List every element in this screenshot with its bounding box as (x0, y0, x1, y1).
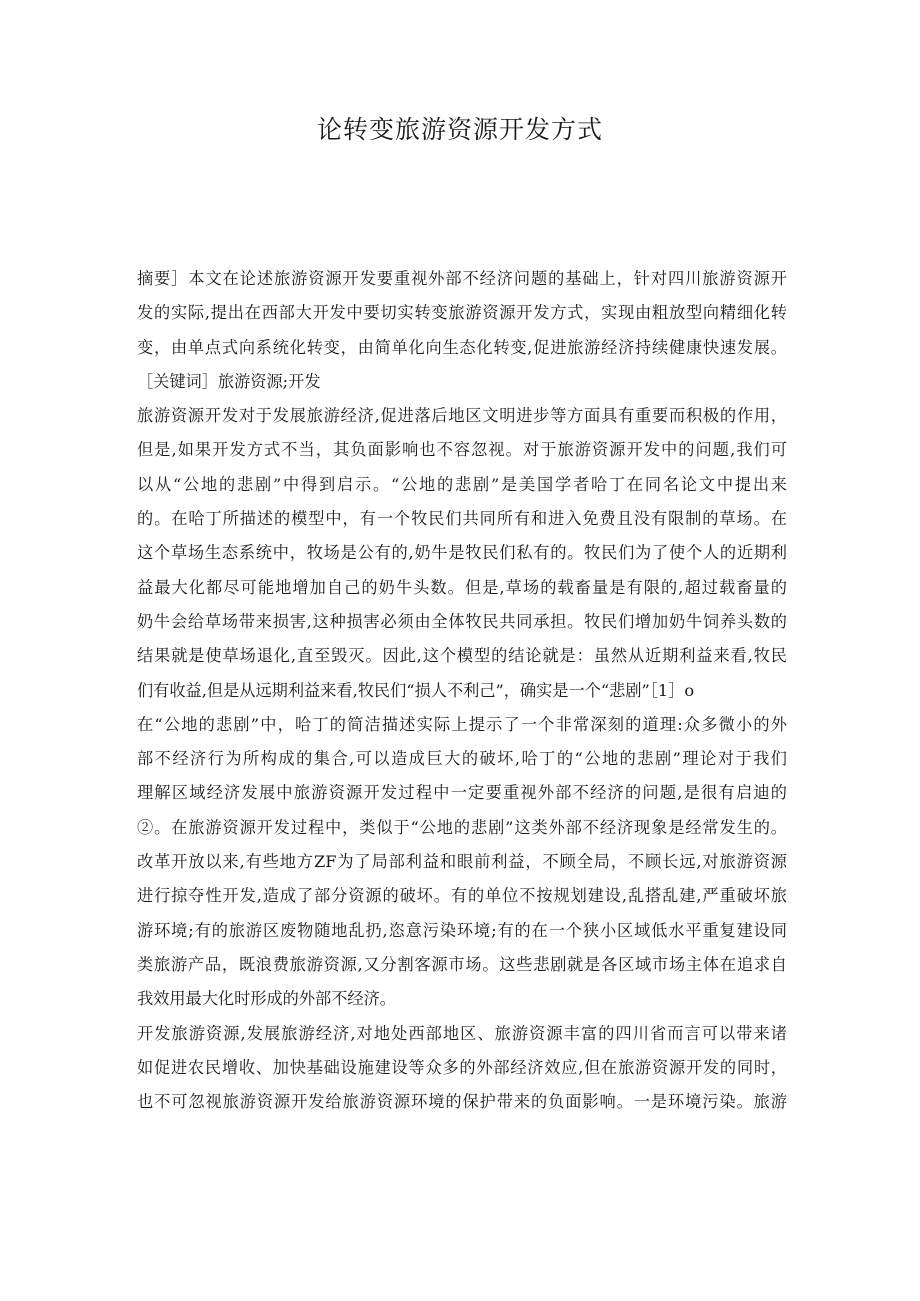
text-line: 益最大化都尽可能地增加自己的奶牛头数。但是,草场的载畜量是有限的,超过载畜量的 (137, 577, 787, 597)
text-line: ②。在旅游资源开发过程中，类似于“公地的悲剧”这类外部不经济现象是经常发生的。 (137, 817, 787, 837)
keywords-line: ［关键词］旅游资源;开发 (137, 371, 321, 391)
text-line: 们有收益,但是从远期利益来看,牧民们“损人不利己”，确实是一个“悲剧”［1］o (137, 680, 695, 700)
document-title: 论转变旅游资源开发方式 (316, 115, 603, 144)
text-line: 类旅游产品，既浪费旅游资源,又分割客源市场。这些悲剧就是各区域市场主体在追求自 (137, 954, 787, 974)
text-line: 结果就是使草场退化,直至毁灭。因此,这个模型的结论就是：虽然从近期利益来看,牧民 (137, 646, 787, 666)
text-line: 的。在哈丁所描述的模型中，有一个牧民们共同所有和进入免费且没有限制的草场。在 (137, 509, 787, 529)
text-line: 以从“公地的悲剧”中得到启示。“公地的悲剧”是美国学者哈丁在同名论文中提出来 (137, 474, 787, 494)
text-line: 进行掠夺性开发,造成了部分资源的破坏。有的单位不按规划建设,乱搭乱建,严重破坏旅 (137, 886, 787, 906)
text-line: 理解区域经济发展中旅游资源开发过程中一定要重视外部不经济的问题,是很有启迪的 (137, 783, 787, 803)
text-line: 摘要］本文在论述旅游资源开发要重视外部不经济问题的基础上，针对四川旅游资源开 (137, 269, 787, 288)
text-line: 但是,如果开发方式不当，其负面影响也不容忽视。对于旅游资源开发中的问题,我们可 (137, 440, 787, 460)
text-line: 奶牛会给草场带来损害,这种损害必须由全体牧民共同承担。牧民们增加奶牛饲养头数的 (137, 611, 787, 631)
text-line: 这个草场生态系统中，牧场是公有的,奶牛是牧民们私有的。牧民们为了使个人的近期利 (137, 543, 787, 563)
text-line: 如促进农民增收、加快基础设施建设等众多的外部经济效应,但在旅游资源开发的同时， (137, 1057, 787, 1077)
text-line: 我效用最大化时形成的外部不经济。 (137, 989, 396, 1009)
document-body (137, 262, 787, 1119)
text-line: 开发旅游资源,发展旅游经济,对地处西部地区、旅游资源丰富的四川省而言可以带来诸 (137, 1023, 787, 1043)
text-line: 部不经济行为所构成的集合,可以造成巨大的破坏,哈丁的“公地的悲剧”理论对于我们 (137, 749, 787, 769)
text-line: 变，由单点式向系统化转变，由简单化向生态化转变,促进旅游经济持续健康快速发展。 (137, 337, 787, 357)
text-line: 改革开放以来,有些地方ZF为了局部利益和眼前利益，不顾全局，不顾长远,对旅游资源 (137, 852, 787, 872)
text-line: 也不可忽视旅游资源开发给旅游资源环境的保护带来的负面影响。一是环境污染。旅游 (137, 1092, 787, 1112)
text-line: 发的实际,提出在西部大开发中要切实转变旅游资源开发方式，实现由粗放型向精细化转 (137, 303, 787, 323)
text-line: 游环境;有的旅游区废物随地乱扔,恣意污染环境;有的在一个狭小区域低水平重复建设同 (137, 920, 787, 940)
text-line: 在“公地的悲剧”中，哈丁的简洁描述实际上提示了一个非常深刻的道理:众多微小的外 (137, 714, 787, 734)
text-line: 旅游资源开发对于发展旅游经济,促进落后地区文明进步等方面具有重要而积极的作用， (137, 406, 787, 426)
